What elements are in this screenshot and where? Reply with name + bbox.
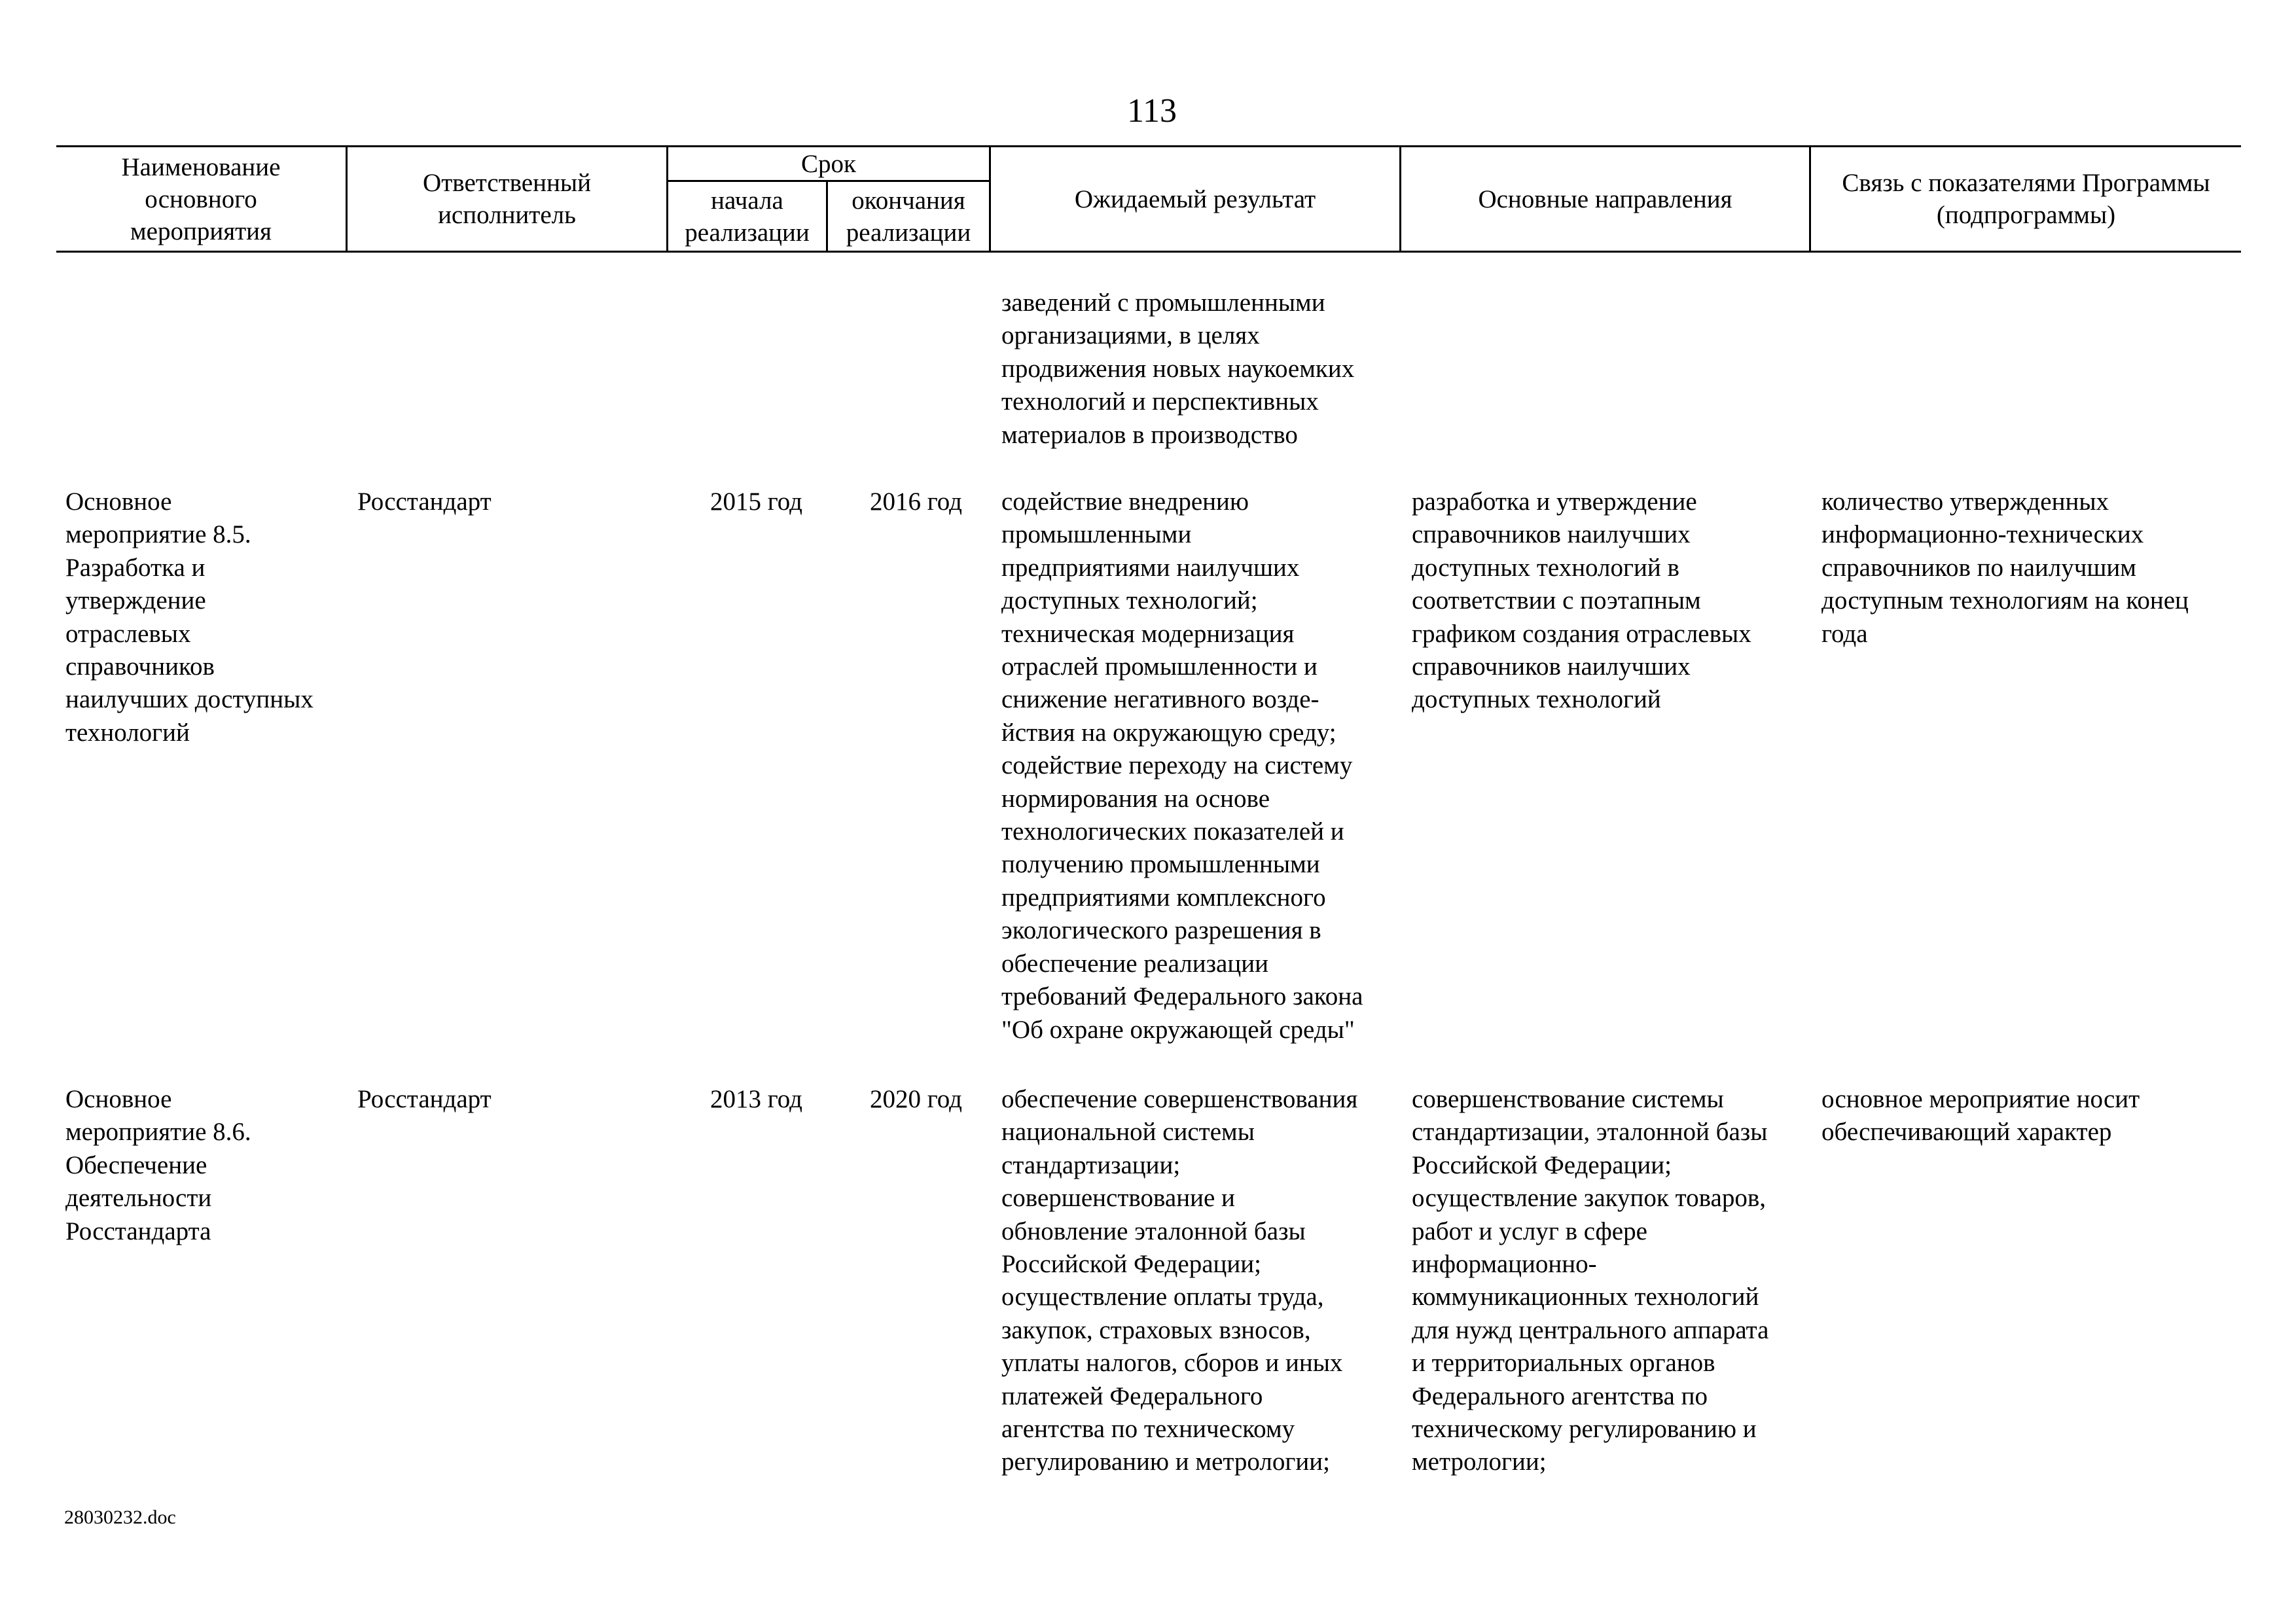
row-name: Основное мероприятие 8.6. Обеспечение деятельности Росстандарта bbox=[65, 1085, 251, 1245]
header-start: начала реализации bbox=[685, 186, 810, 247]
row-start: 2015 год bbox=[710, 488, 802, 516]
row-result: обеспечение совершенствования национальной системы стандартизации; совершенствование и обновление эталонной базы Российской Федерации; осуществление оплаты труда, закупок, страховых взносов, уплаты налогов, сборов и иных платежей Федерального агентства по техническому регулированию и метрологии; bbox=[1001, 1085, 1358, 1476]
row-end: 2016 год bbox=[870, 488, 962, 516]
row-directions: разработка и утверждение справочников наилучших доступных технологий в соответствии с поэтапным графиком создания отраслевых справочников наилучших доступных технологий bbox=[1412, 488, 1751, 714]
header-term: Срок bbox=[801, 149, 856, 178]
header-directions: Основные направления bbox=[1478, 185, 1732, 213]
row-responsible: Росстандарт bbox=[357, 1085, 492, 1113]
continuation-result: заведений с промышленными организациями, в целях продвижения новых наукоемких технологий и перспективных материалов в производство bbox=[1001, 289, 1355, 449]
footer-filename: 28030232.doc bbox=[64, 1507, 176, 1528]
header-result: Ожидаемый результат bbox=[1074, 185, 1316, 213]
row-responsible: Росстандарт bbox=[357, 488, 492, 516]
row-result: содействие внедрению промышленными предприятиями наилучших доступных технологий; техническая модернизация отраслей промышленности и снижение негативного возде- йствия на окружающую среду; содействие переходу на систему нормирования на основе технологических показателей и получению промышленными предприятиями комплексного экологического разрешения в обеспечение реализации требований Федерального закона "Об охране окружающей среды" bbox=[1001, 488, 1363, 1044]
row-start: 2013 год bbox=[710, 1085, 802, 1113]
header-responsible: Ответственный исполнитель bbox=[423, 169, 591, 229]
row-end: 2020 год bbox=[870, 1085, 962, 1113]
row-link: количество утвержденных информационно-технических справочников по наилучшим доступным технологиям на конец года bbox=[1821, 488, 2189, 648]
header-name: Наименование основного мероприятия bbox=[121, 152, 281, 245]
row-name: Основное мероприятие 8.5. Разработка и утверждение отраслевых справочников наилучших доступных технологий bbox=[65, 488, 314, 747]
row-directions: совершенствование системы стандартизации, эталонной базы Российской Федерации; осуществление закупок товаров, работ и услуг в сфере информационно- коммуникационных технологий для нужд центрального аппарата и территориальных органов Федерального агентства по техническому регулированию и метрологии; bbox=[1412, 1085, 1769, 1476]
header-end: окончания реализации bbox=[846, 186, 971, 247]
page-number: 113 bbox=[1126, 92, 1177, 130]
header-link: Связь с показателями Программы (подпрограммы) bbox=[1842, 169, 2210, 229]
header-bottom-rule bbox=[56, 251, 2241, 253]
row-link: основное мероприятие носит обеспечивающий характер bbox=[1821, 1085, 2140, 1147]
